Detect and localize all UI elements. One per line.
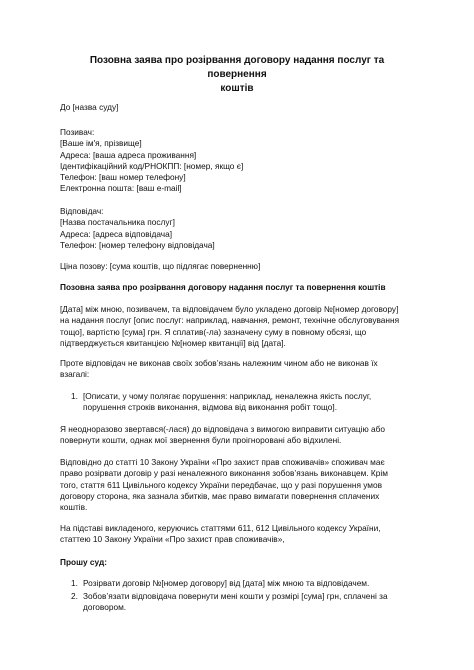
- paragraph-legal-basis: [60, 457, 420, 513]
- text-line: договору сторона, яка зазнала збитків, має право вимагати повернення сплачених: [60, 490, 380, 501]
- text-line: На підставі викладеного, керуючись статтями 611, 612 Цивільного кодексу України,: [60, 523, 381, 533]
- defendant-name: [Назва постачальника послуг]: [60, 217, 175, 228]
- text-line: статтею 10 Закону України «Про захист прав споживачів»,: [60, 534, 285, 545]
- defendant-section: [60, 206, 420, 251]
- text-line: підтверджується квитанцією №[номер квитанції] від [дата].: [60, 337, 286, 348]
- text-line: взагалі:: [60, 369, 90, 380]
- defendant-phone: Телефон: [номер телефону відповідача]: [60, 239, 215, 250]
- list-number: 1.: [71, 578, 78, 588]
- request-heading: Прошу суд:: [60, 557, 107, 567]
- paragraph-grounds: [60, 523, 420, 546]
- violations-list: [60, 391, 420, 415]
- text-line: Відповідно до статті 10 Закону України «Про захист прав споживачів» споживач має: [60, 457, 385, 467]
- list-item: [60, 391, 420, 414]
- document-title: [60, 54, 414, 96]
- title-line: Позовна заява про розірвання договору надання послуг та повернення: [89, 55, 385, 80]
- paragraph-appeals: [60, 424, 420, 447]
- plaintiff-phone: Телефон: [ваш номер телефону]: [60, 172, 186, 183]
- court-line: До [назва суду]: [60, 102, 119, 112]
- requests-list: [60, 578, 420, 615]
- text-line: повернути кошти, однак мої звернення були проігноровані або відхилені.: [60, 435, 342, 446]
- claim-value: Ціна позову: [сума коштів, що підлягає поверненню]: [60, 261, 261, 271]
- section-subtitle: Позовна заява про розірвання договору надання послуг та повернення коштів: [60, 282, 386, 292]
- list-item: [60, 578, 420, 589]
- defendant-address: Адреса: [адреса відповідача]: [60, 228, 172, 239]
- text-line: Я неодноразово звертався(-лася) до відповідача з вимогою виправити ситуацію або: [60, 424, 385, 434]
- plaintiff-tax-id: Ідентифікаційний код/РНОКПП: [номер, якщо є]: [60, 160, 244, 171]
- plaintiff-heading: Позивач:: [60, 127, 95, 137]
- plaintiff-address: Адреса: [ваша адреса проживання]: [60, 149, 197, 160]
- paragraph-breach: [60, 358, 420, 381]
- plaintiff-name: [Ваше ім'я, прізвище]: [60, 138, 142, 149]
- text-line: порушення строків виконання, відмова від виконання робіт тощо].: [83, 402, 338, 413]
- list-item: [60, 591, 420, 614]
- list-number: 1.: [71, 391, 78, 401]
- text-line: тощо], вартістю [сума] грн. Я сплатив(-ла) зазначену суму в повному обсязі, що: [60, 326, 367, 337]
- text-line: право розірвати договір у разі неналежного виконання зобов’язань виконавцем. Крім: [60, 468, 388, 479]
- text-line: того, стаття 611 Цивільного кодексу України передбачає, що у разі порушення умов: [60, 479, 383, 490]
- text-line: Проте відповідач не виконав своїх зобов’язань належним чином або не виконав їх: [60, 358, 378, 368]
- title-line: коштів: [220, 83, 254, 94]
- plaintiff-section: [60, 127, 420, 195]
- defendant-heading: Відповідач:: [60, 206, 104, 216]
- list-number: 2.: [71, 590, 78, 601]
- text-line: договором.: [83, 602, 127, 613]
- text-line: Розірвати договір №[номер договору] від [дата] між мною та відповідачем.: [83, 578, 370, 588]
- text-line: Зобов’язати відповідача повернути мені кошти у розмірі [сума] грн, сплачені за: [83, 590, 388, 601]
- text-line: на надання послуг [опис послуг: наприклад, навчання, ремонт, технічне обслуговування: [60, 315, 400, 326]
- plaintiff-email: Електронна пошта: [ваш e-mail]: [60, 183, 182, 194]
- text-line: [Описати, у чому полягає порушення: наприклад, неналежна якість послуг,: [83, 391, 372, 401]
- text-line: [Дата] між мною, позивачем, та відповідачем було укладено договір №[номер договору]: [60, 304, 399, 314]
- text-line: коштів.: [60, 502, 88, 513]
- paragraph-facts: [60, 304, 420, 349]
